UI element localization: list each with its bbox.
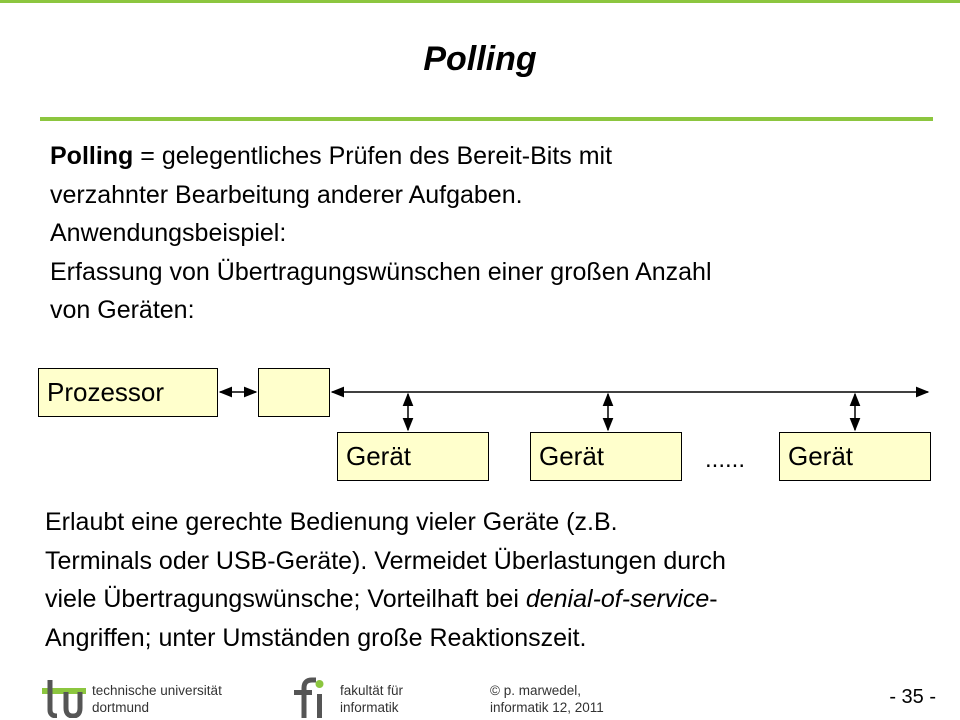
fi-logo [290,674,330,718]
slide-footer [0,672,960,720]
intro-line-5: von Geräten: [50,296,195,324]
interface-box [258,368,330,417]
university-line-1: technische universität [92,683,222,698]
university-line-2: dortmund [92,700,150,715]
dos-term: denial-of-service [525,585,710,613]
conclusion-line-2: Terminals oder USB-Geräte). Vermeidet Überlastungen durch [45,546,726,575]
title-underline [40,117,933,121]
intro-text [50,137,920,330]
conclusion-text [45,503,925,657]
author-line-1: © p. marwedel, [490,683,581,698]
faculty-line-1: fakultät für [340,683,404,698]
conclusion-line-3-end: - [709,585,718,613]
intro-line-2: verzahnter Bearbeitung anderer Aufgaben. [50,180,523,209]
conclusion-line-4: Angriffen; unter Umständen große Reaktionszeit. [45,623,587,652]
polling-diagram [0,360,960,490]
faculty-name [340,682,403,716]
conclusion-line-3-start: viele Übertragungswünsche; Vorteilhaft bei [45,585,526,613]
device-ellipsis: ...... [705,446,746,473]
faculty-line-2: informatik [340,700,399,715]
device-box-3: Gerät [779,432,931,481]
conclusion-line-3 [45,580,925,619]
intro-line-4: Erfassung von Übertragungswünschen einer großen Anzahl [50,257,712,286]
university-name [92,682,222,716]
author-credit [490,682,604,716]
page-number: - 35 - [889,686,936,708]
conclusion-line-1: Erlaubt eine gerechte Bedienung vieler Geräte (z.B. [45,508,618,536]
processor-box: Prozessor [38,368,218,417]
author-line-2: informatik 12, 2011 [490,700,604,715]
intro-line-3: Anwendungsbeispiel: [50,219,287,247]
device-box-2: Gerät [530,432,682,481]
polling-definition: = gelegentliches Prüfen des Bereit-Bits mit [133,142,613,170]
polling-term: Polling [50,142,134,170]
top-accent-rule [0,0,960,3]
device-box-1: Gerät [337,432,489,481]
intro-line-1 [50,137,920,176]
tu-logo [40,674,88,718]
slide-title: Polling [423,40,537,78]
